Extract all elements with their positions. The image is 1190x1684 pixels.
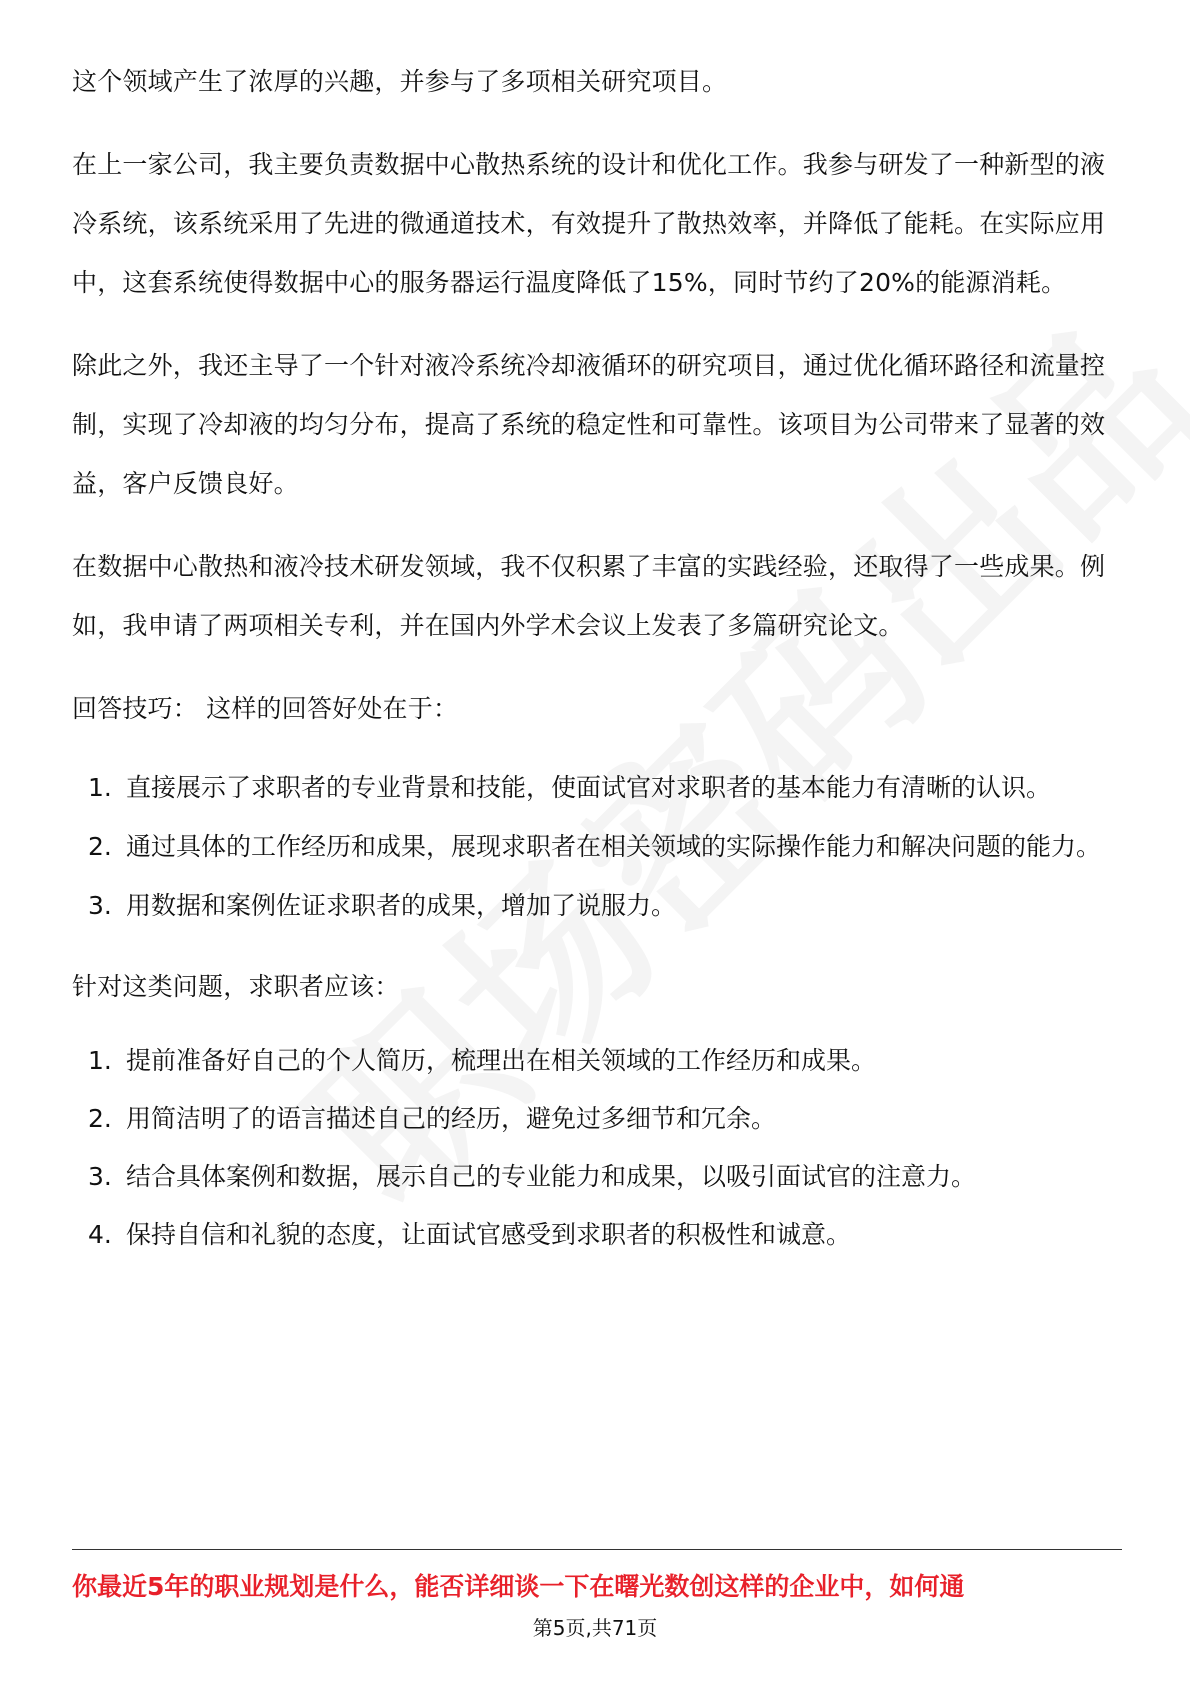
advice-heading: 针对这类问题，求职者应该： (72, 972, 400, 1001)
list-item (72, 1090, 1122, 1148)
list-text: 保持自信和礼貌的态度，让面试官感受到求职者的积极性和诚意。 (126, 1220, 852, 1249)
list-item (72, 1206, 1122, 1264)
list-number: 4. (88, 1220, 112, 1249)
list-number: 2. (88, 1104, 112, 1133)
list-item (72, 1032, 1122, 1090)
paragraph-4: 在数据中心散热和液冷技术研发领域，我不仅积累了丰富的实践经验，还取得了一些成果。例如，我申请了两项相关专利，并在国内外学术会议上发表了多篇研究论文。 (72, 552, 1106, 640)
list-item (72, 758, 1122, 817)
list-item (72, 817, 1122, 876)
advice-list (72, 1032, 1122, 1264)
list-text: 结合具体案例和数据，展示自己的专业能力和成果，以吸引面试官的注意力。 (126, 1162, 977, 1191)
list-text: 通过具体的工作经历和成果，展现求职者在相关领域的实际操作能力和解决问题的能力。 (126, 832, 1102, 861)
list-item (72, 1148, 1122, 1206)
divider (72, 1549, 1122, 1550)
list-text: 用简洁明了的语言描述自己的经历，避免过多细节和冗余。 (126, 1104, 777, 1133)
paragraph-2: 在上一家公司，我主要负责数据中心散热系统的设计和优化工作。我参与研发了一种新型的液冷系统，该系统采用了先进的微通道技术，有效提升了散热效率，并降低了能耗。在实际应用中，这套系统使得数据中心的服务器运行温度降低了15%，同时节约了20%的能源消耗。 (72, 150, 1106, 297)
list-text: 直接展示了求职者的专业背景和技能，使面试官对求职者的基本能力有清晰的认识。 (126, 773, 1052, 802)
list-text: 提前准备好自己的个人简历，梳理出在相关领域的工作经历和成果。 (126, 1046, 877, 1075)
list-number: 2. (88, 832, 112, 861)
list-text: 用数据和案例佐证求职者的成果，增加了说服力。 (126, 891, 677, 920)
list-number: 3. (88, 1162, 112, 1191)
list-number: 1. (88, 773, 112, 802)
next-question-heading: 你最近5年的职业规划是什么，能否详细谈一下在曙光数创这样的企业中，如何通 (72, 1572, 965, 1601)
paragraph-3: 除此之外，我还主导了一个针对液冷系统冷却液循环的研究项目，通过优化循环路径和流量控制，实现了冷却液的均匀分布，提高了系统的稳定性和可靠性。该项目为公司带来了显著的效益，客户反馈良好。 (72, 351, 1106, 498)
paragraph-1: 这个领域产生了浓厚的兴趣，并参与了多项相关研究项目。 (72, 67, 728, 96)
page-content (72, 52, 1122, 1264)
list-number: 3. (88, 891, 112, 920)
tips-heading: 回答技巧： 这样的回答好处在于： (72, 694, 459, 723)
page-number: 第5页,共71页 (532, 1616, 658, 1640)
tips-list (72, 758, 1122, 935)
list-item (72, 876, 1122, 935)
list-number: 1. (88, 1046, 112, 1075)
